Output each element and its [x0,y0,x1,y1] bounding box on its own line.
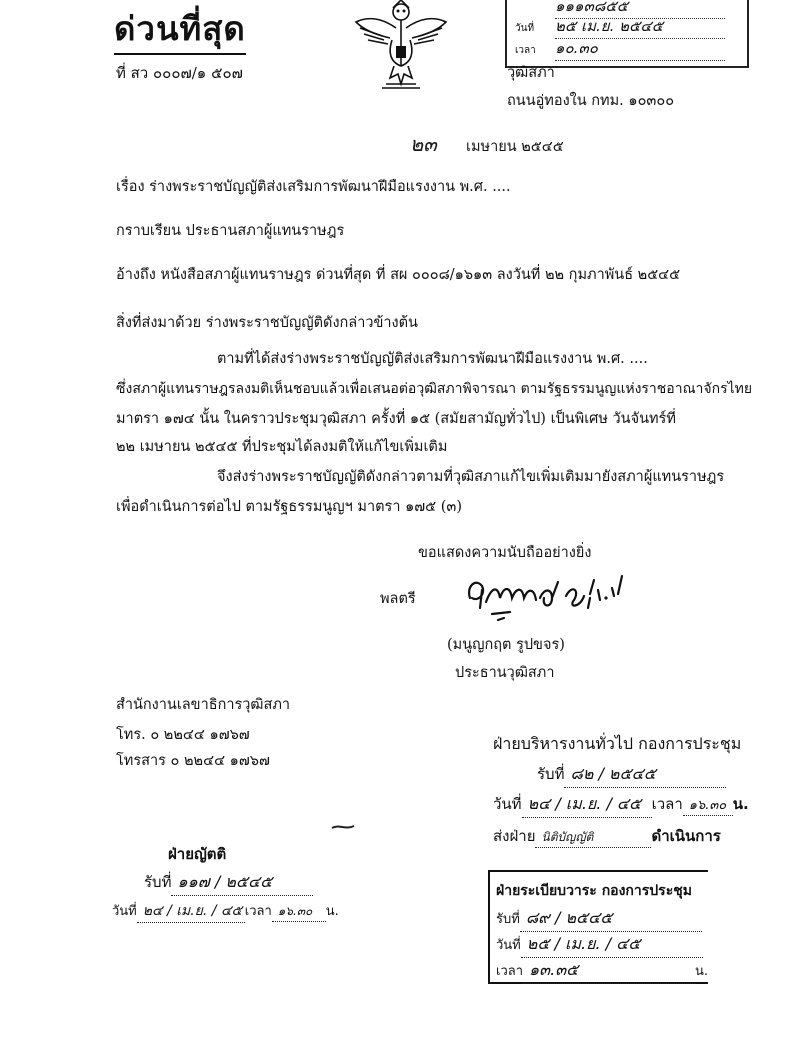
document-number: ที่ สว ๐๐๐๗/๑ ๕๐๗ [116,64,243,82]
registry-received-value: ๘๙ / ๒๕๔๕ [520,906,702,932]
legislative-stamp-title: ฝ่ายญัตติ [168,845,227,863]
signatory-name: (มนูญกฤต รูปขจร) [447,637,565,653]
meeting-admin-forward-value: นิติบัญญัติ [535,828,651,848]
legislative-stamp [112,838,352,928]
legislative-date-label: วันที่ [112,904,137,919]
urgency-heading: ด่วนที่สุด [114,2,246,55]
issuing-office: สำนักงานเลขาธิการวุฒิสภา [116,697,291,713]
body-paragraph-1-line-1: ตามที่ได้ส่งร่างพระราชบัญญัติส่งเสริมการพัฒนาฝีมือแรงงาน พ.ศ. .... [217,351,648,367]
body-paragraph-2-line-1: จึงส่งร่างพระราชบัญญัติดังกล่าวตามที่วุฒิสภาแก้ไขเพิ่มเติมมายังสภาผู้แทนราษฎร [217,469,725,485]
registry-unit: น. [695,964,709,979]
registry-time-value: ๑๓.๓๕ [523,958,695,984]
garuda-emblem-icon [352,0,450,90]
body-paragraph-1-line-3: มาตรา ๑๗๔ นั้น ในคราวประชุมวุฒิสภา ครั้งที่ ๑๕ (สมัยสามัญทั่วไป) เป็นพิเศษ วันจันทร์ที่ [116,411,676,427]
registry-time-label: เวลา [496,964,524,979]
registry-received-label: รับที่ [496,912,520,927]
handwritten-signature-icon [462,568,638,626]
legislative-unit: น. [325,904,339,919]
reference-line: อ้างถึง หนังสือสภาผู้แทนราษฎร ด่วนที่สุด ที่ สผ ๐๐๐๘/๑๖๑๓ ลงวันที่ ๒๒ กุมภาพันธ์ ๒๕๔๕ [116,267,681,283]
legislative-received-label: รับที่ [144,873,172,891]
sender-address: ถนนอู่ทองใน กทม. ๑๐๓๐๐ [507,93,675,109]
sender-office: วุฒิสภา [507,65,555,81]
meeting-admin-unit: น. [732,795,749,813]
legislative-received-value: ๑๑๗ / ๒๕๔๕ [171,870,313,896]
meeting-admin-forward-suffix: ดำเนินการ [651,827,721,845]
registry-stamp-title: ฝ่ายระเบียบวาระ กองการประชุม [496,883,692,899]
subject-line: เรื่อง ร่างพระราชบัญญัติส่งเสริมการพัฒนาฝีมือแรงงาน พ.ศ. .... [116,179,511,195]
registry-date-value: ๒๕ / เม.ย. / ๔๕ [521,932,703,958]
body-paragraph-2-line-2: เพื่อดำเนินการต่อไป ตามรัฐธรรมนูญฯ มาตรา ๑๗๕ (๓) [116,499,462,515]
meeting-admin-stamp-title: ฝ่ายบริหารงานทั่วไป กองการประชุม [493,734,742,753]
meeting-admin-time-label: เวลา [651,795,683,813]
meeting-admin-time-value: ๑๖.๓๐ [683,794,733,816]
closing-regards: ขอแสดงความนับถืออย่างยิ่ง [418,545,592,561]
ink-smudge-icon [330,822,356,832]
fax-number: โทรสาร ๐ ๒๒๔๔ ๑๗๖๗ [116,753,270,769]
meeting-admin-stamp [493,732,753,852]
legislative-time-value: ๑๖.๓๐ [272,902,326,922]
body-paragraph-1-line-2: ซึ่งสภาผู้แทนราษฎรลงมติเห็นชอบแล้วเพื่อเสนอต่อวุฒิสภาพิจารณา ตามรัฐธรรมนูญแห่งราชอาณาจักรไทย [116,381,753,397]
meeting-admin-received-value: ๘๒ / ๒๕๔๕ [564,762,726,788]
top-stamp-date-label: วันที่ [515,23,535,34]
enclosure-line: สิ่งที่ส่งมาด้วย ร่างพระราชบัญญัติดังกล่าวข้างต้น [116,315,418,331]
top-stamp-date: ๒๕ เม.ย. ๒๕๔๕ [555,14,725,39]
date-day-handwritten: ๒๓ [410,132,437,156]
letter-date: เมษายน ๒๕๔๕ [466,139,564,155]
salutation-line: กราบเรียน ประธานสภาผู้แทนราษฎร [116,223,345,239]
received-stamp-top [505,0,749,68]
top-stamp-time: ๑๐.๓๐ [555,36,725,61]
meeting-admin-date-value: ๒๔ / เม.ย. / ๔๕ [522,792,652,818]
top-stamp-number: ๑๑๑๓๘๕๕ [555,0,725,19]
registry-stamp [488,870,708,984]
top-stamp-time-label: เวลา [515,45,536,56]
phone-number: โทร. ๐ ๒๒๔๔ ๑๗๖๗ [116,727,250,743]
signatory-rank: พลตรี [380,591,416,607]
meeting-admin-date-label: วันที่ [493,795,522,813]
legislative-time-label: เวลา [244,904,272,919]
body-paragraph-1-line-4: ๒๒ เมษายน ๒๕๔๕ ที่ประชุมได้ลงมติให้แก้ไขเพิ่มเติม [116,439,448,455]
registry-date-label: วันที่ [496,938,521,953]
legislative-date-value: ๒๔ / เม.ย. / ๔๕ [137,900,245,923]
signatory-title: ประธานวุฒิสภา [455,665,555,681]
meeting-admin-received-label: รับที่ [537,765,565,783]
meeting-admin-forward-label: ส่งฝ่าย [493,827,536,845]
